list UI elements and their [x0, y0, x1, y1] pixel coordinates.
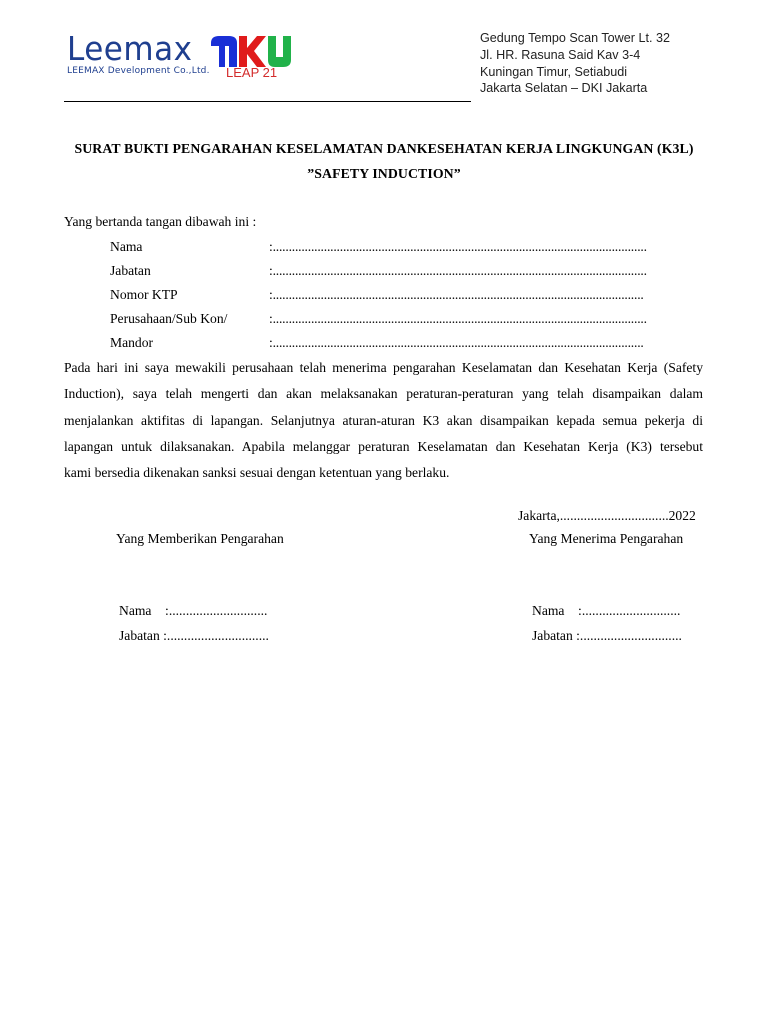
- mku-logo-k-shape: [239, 36, 266, 67]
- field-label-mandor: Mandor: [110, 335, 154, 350]
- field-line-jabatan: :.....................................................................................................................: [269, 263, 647, 278]
- signature-receiver-jabatan: Jabatan :..............................: [532, 628, 682, 643]
- statement-line-5: kami bersedia dikenakan sanksi sesuai dengan ketentuan yang berlaku.: [64, 465, 450, 481]
- signature-giver-jabatan: Jabatan :..............................: [119, 628, 269, 643]
- leemax-logo: Leemax: [67, 30, 193, 69]
- signature-giver-nama: Nama :.............................: [119, 603, 268, 618]
- leemax-logo-subtitle: LEEMAX Development Co.,Ltd.: [67, 66, 210, 76]
- mku-logo-subtitle: LEAP 21: [226, 65, 278, 80]
- field-line-mandor: :....................................................................................................................: [269, 335, 644, 350]
- statement-line-1: Pada hari ini saya mewakili perusahaan telah menerima pengarahan Keselamatan dan Kesehatan Kerja (Safety: [64, 360, 703, 375]
- field-line-nama: :.....................................................................................................................: [269, 239, 647, 254]
- statement-line-3: menjalankan aktifitas di lapangan. Selanjutnya aturan-aturan K3 akan disampaikan kepada semua pekerja di: [64, 412, 703, 428]
- header-divider: [64, 101, 471, 102]
- statement-paragraph: [64, 355, 703, 486]
- statement-line-2: Induction), saya telah mengerti dan akan melaksanakan peraturan-peraturan yang telah disampaikan dalam: [64, 386, 703, 402]
- mku-logo-m-shape: [211, 36, 237, 67]
- signature-receiver-nama: Nama :.............................: [532, 603, 681, 618]
- mku-logo-icon: [211, 35, 291, 67]
- address-line-1: Gedung Tempo Scan Tower Lt. 32: [480, 31, 670, 45]
- signature-heading-receiver: Yang Menerima Pengarahan: [529, 531, 684, 546]
- signature-heading-giver: Yang Memberikan Pengarahan: [116, 531, 284, 546]
- field-label-nomor-ktp: Nomor KTP: [110, 287, 178, 302]
- field-label-perusahaan: Perusahaan/Sub Kon/: [110, 311, 228, 326]
- intro-text: Yang bertanda tangan dibawah ini :: [64, 214, 257, 229]
- field-line-nomor-ktp: :....................................................................................................................: [269, 287, 644, 302]
- document-subtitle: ”SAFETY INDUCTION”: [307, 166, 461, 181]
- statement-line-4: lapangan untuk dilaksanakan. Apabila melanggar peraturan Keselamatan dan Kesehatan Kerja (K3) tersebut: [64, 438, 703, 454]
- address-line-3: Kuningan Timur, Setiabudi: [480, 65, 628, 79]
- field-label-jabatan: Jabatan: [110, 263, 151, 278]
- date-line: Jakarta,................................2022: [518, 508, 696, 523]
- address-line-2: Jl. HR. Rasuna Said Kav 3-4: [480, 48, 641, 62]
- mku-logo-u-shape: [268, 36, 291, 67]
- field-label-nama: Nama: [110, 239, 143, 254]
- address-line-4: Jakarta Selatan – DKI Jakarta: [480, 81, 648, 95]
- field-line-perusahaan: :.....................................................................................................................: [269, 311, 647, 326]
- document-title: SURAT BUKTI PENGARAHAN KESELAMATAN DANKESEHATAN KERJA LINGKUNGAN (K3L): [74, 141, 694, 156]
